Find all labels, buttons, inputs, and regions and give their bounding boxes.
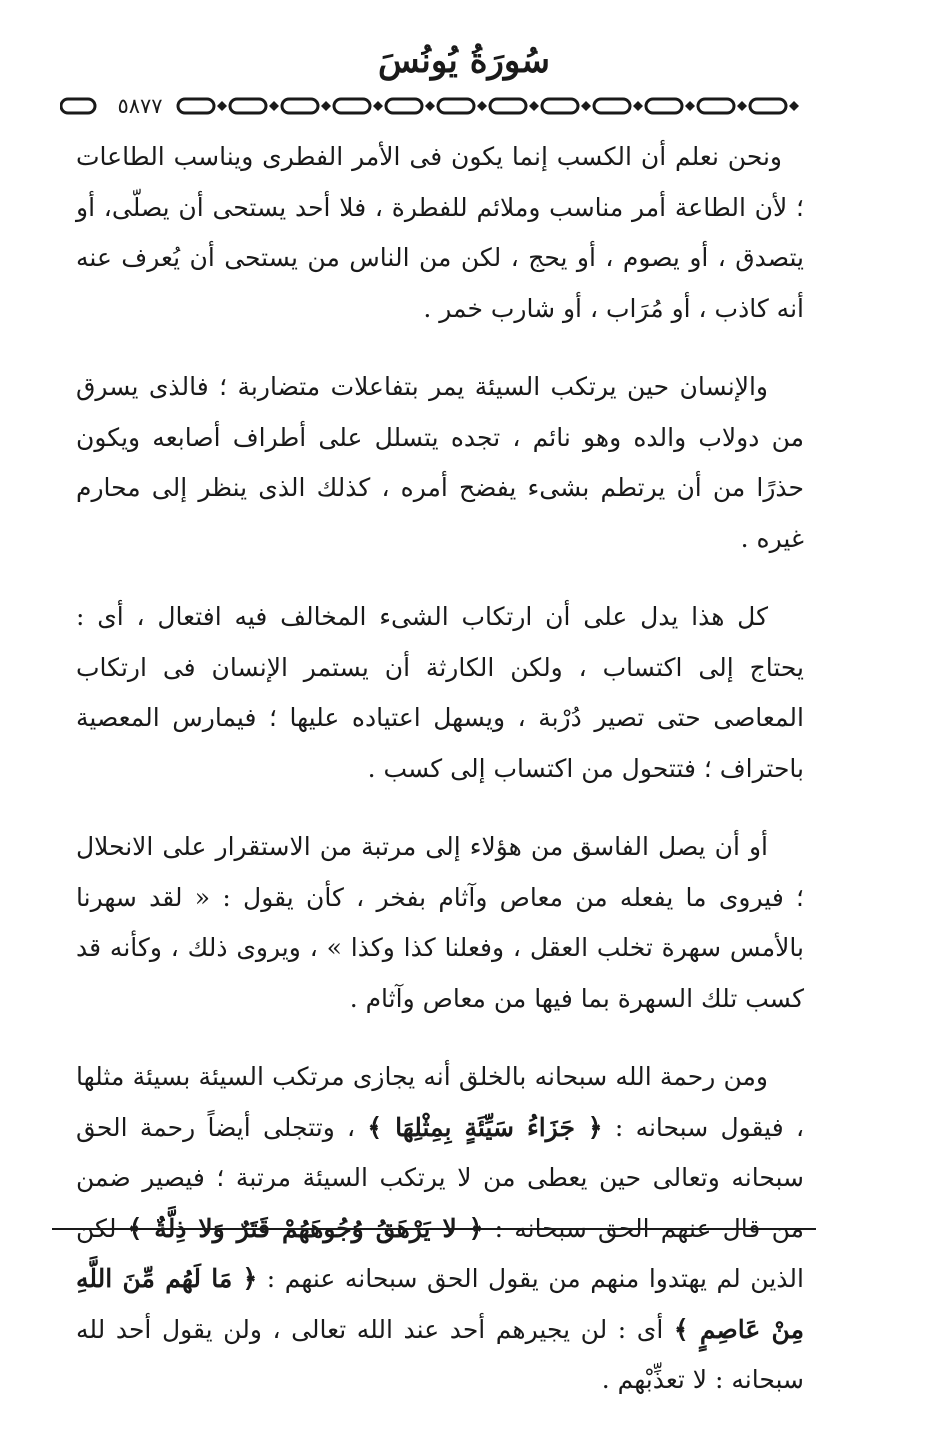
surah-title: سُورَةُ يُونُسَ — [378, 41, 550, 81]
ornament-diamond — [321, 101, 331, 111]
paragraph-text: أو أن يصل الفاسق من هؤلاء إلى مرتبة من الاستقرار على الانحلال ؛ فيروى ما يفعله من معاص وآثام بفخر ، كأن يقول : « لقد سهرنا بالأمس سهرة تخلب العقل ، وفعلنا كذا وكذا » ، ويروى ذلك ، وكأنه قد كسب تلك السهرة بما فيها من معاص وآثام . — [76, 832, 804, 1013]
ornament-link — [61, 99, 95, 113]
ornament-diamond — [633, 101, 643, 111]
ornament-link — [334, 99, 370, 113]
ornament-diamond — [685, 101, 695, 111]
ornament-link — [750, 99, 786, 113]
ornament-link — [698, 99, 734, 113]
paragraph-text: ، وتتجلى أيضاً رحمة الحق سبحانه وتعالى حين يعطى من لا يرتكب السيئة مرتبة ؛ فيصير ضمن من قال عنهم الحق سبحانه : — [76, 1112, 804, 1243]
paragraph-text: أى : لن يجيرهم أحد عند الله تعالى ، ولن يقول أحد لله سبحانه : لا تعذِّبْهم . — [76, 1314, 804, 1394]
ornament-link — [386, 99, 422, 113]
paragraph-3 — [76, 592, 804, 794]
ornament-diamond — [581, 101, 591, 111]
page-number: ٥٨٧٧ — [108, 92, 172, 120]
ornament-link — [542, 99, 578, 113]
footer-divider — [52, 1228, 816, 1230]
ornament-diamond — [373, 101, 383, 111]
quran-verse: ﴿ لا يَرْهَقُ وُجُوهَهُمْ قَتَرٌ وَلا ذِلَّةٌ ﴾ — [127, 1213, 484, 1243]
quran-verse: ﴿ جَزَاءُ سَيِّئَةٍ بِمِثْلِهَا ﴾ — [367, 1112, 603, 1142]
paragraph-text: والإنسان حين يرتكب السيئة يمر بتفاعلات متضاربة ؛ فالذى يسرق من دولاب والده وهو نائم ، تجده يتسلل على أطراف أصابعه ويكون حذرًا من أن يرتطم بشىء يفضح أمره ، كذلك الذى ينظر إلى محارم غيره . — [76, 372, 804, 553]
ornament-diamond — [425, 101, 435, 111]
ornament-chain-graphic — [60, 93, 820, 119]
ornament-link — [438, 99, 474, 113]
ornament-link — [490, 99, 526, 113]
ornament-link — [230, 99, 266, 113]
paragraph-text: كل هذا يدل على أن ارتكاب الشىء المخالف فيه افتعال ، أى : يحتاج إلى اكتساب ، ولكن الكارثة أن يستمر الإنسان فى ارتكاب المعاصى حتى تصير دُرْبة ، ويسهل اعتياده عليها ؛ فيمارس المعصية باحتراف ؛ فتتحول من اكتساب إلى كسب . — [76, 602, 804, 783]
ornament-link — [594, 99, 630, 113]
ornament-link — [646, 99, 682, 113]
paragraph-4 — [76, 822, 804, 1024]
ornament-diamond — [217, 101, 227, 111]
quran-verse: ﴿ مَا لَهُم مِّنَ اللَّهِ مِنْ عَاصِمٍ ﴾ — [76, 1264, 804, 1344]
paragraph-text: ومن رحمة الله سبحانه بالخلق أنه يجازى مرتكب السيئة بسيئة مثلها ، فيقول سبحانه : — [76, 1062, 805, 1142]
ornament-diamond — [529, 101, 539, 111]
ornament-diamond — [477, 101, 487, 111]
ornament-diamond — [737, 101, 747, 111]
ornament-link — [282, 99, 318, 113]
paragraph-1 — [76, 132, 804, 334]
paragraph-text: لكن الذين لم يهتدوا منهم من يقول الحق سبحانه عنهم : — [76, 1213, 804, 1293]
ornament-border — [60, 93, 820, 119]
ornament-link — [178, 99, 214, 113]
paragraph-2 — [76, 362, 804, 564]
page-body — [76, 132, 804, 1434]
ornament-diamond — [269, 101, 279, 111]
ornament-diamond — [789, 101, 799, 111]
paragraph-text: ونحن نعلم أن الكسب إنما يكون فى الأمر الفطرى ويناسب الطاعات ؛ لأن الطاعة أمر مناسب وملائم للفطرة ، فلا أحد يستحى أن يصلّى، أو يتصدق ، أو يصوم ، أو يحج ، لكن من الناس من يستحى أن يُعرف عنه أنه كاذب ، أو مُرَاب ، أو شارب خمر . — [76, 142, 804, 323]
